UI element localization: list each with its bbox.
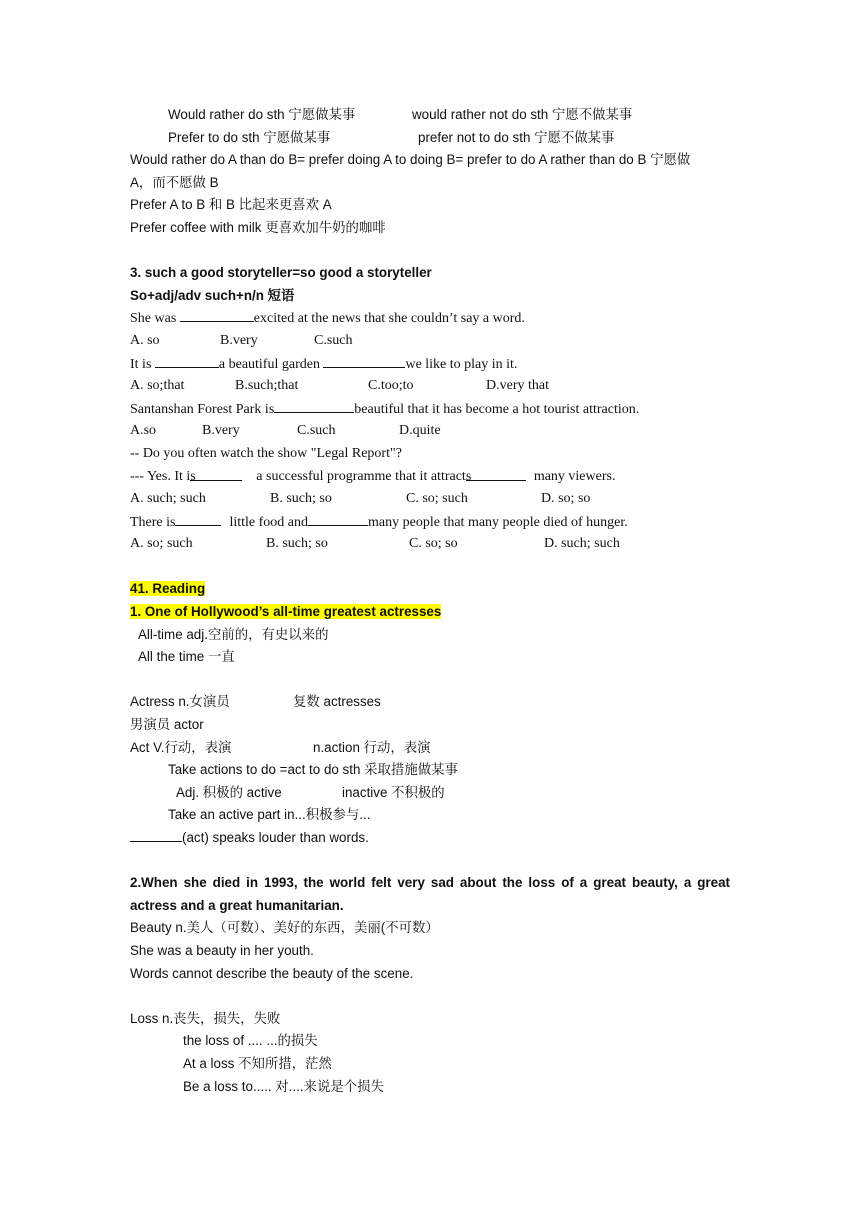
q1-option-c: C.such	[314, 332, 353, 348]
q3-blank	[274, 398, 354, 413]
q4-blank-1-letter: s	[190, 468, 196, 484]
question-4	[130, 466, 730, 489]
question-2-options	[130, 375, 730, 398]
actor-line: 男演员 actor	[130, 717, 204, 733]
reading-subheading-text: 1. One of Hollywood’s all-time greatest actresses	[130, 604, 442, 620]
question-1-options	[130, 330, 730, 353]
question-4-options	[130, 488, 730, 511]
q4-blank-1	[190, 466, 242, 484]
q5-blank-1	[175, 511, 221, 526]
sentence2-line1: 2.When she died in 1993, the world felt very sad about the loss of a great beauty, a great	[130, 875, 730, 891]
q5-option-b: B. such; so	[266, 536, 328, 552]
such-heading: 3. such a good storyteller=so good a storyteller	[130, 265, 432, 281]
all-the-time-line: All the time 一直	[138, 649, 235, 665]
q2-text-a: It is	[130, 356, 155, 372]
adj-active-text: Adj. 积极的 active	[176, 784, 282, 800]
would-rather-not-text: would rather not do sth 宁愿不做某事	[412, 107, 633, 122]
q2-blank-1	[155, 353, 219, 368]
q2-option-c: C.too;to	[368, 378, 414, 394]
q5-text-b: little food and	[229, 514, 309, 530]
question-5-options	[130, 533, 730, 556]
would-rather-than-line: Would rather do A than do B= prefer doing A to doing B= prefer to do A rather than do B 宁愿做	[130, 152, 691, 168]
q3-text-a: Santanshan Forest Park is	[130, 401, 275, 417]
q4-option-a: A. such; such	[130, 491, 206, 507]
q4-blank-2-letter: s	[465, 468, 472, 484]
q3-option-b: B.very	[202, 423, 240, 439]
reading-subheading	[130, 601, 730, 624]
q3-option-a: A.so	[130, 423, 157, 439]
q5-option-d: D. such; such	[544, 536, 620, 552]
prefer-to-text: Prefer to do sth 宁愿做某事	[168, 129, 331, 145]
q4-option-c: C. so; such	[406, 491, 468, 507]
question-3-options	[130, 420, 730, 443]
q2-blank-2	[323, 353, 405, 368]
such-rule: So+adj/adv such+n/n 短语	[130, 287, 295, 303]
question-1	[130, 307, 730, 330]
all-time-line: All-time adj.空前的，有史以来的	[138, 626, 329, 642]
beauty-example-1: She was a beauty in her youth.	[130, 942, 314, 958]
prefer-to-line	[130, 127, 730, 150]
prefer-not-to-text: prefer not to do sth 宁愿不做某事	[418, 129, 615, 145]
q5-option-c: C. so; so	[409, 536, 458, 552]
q1-option-b: B.very	[220, 332, 258, 348]
reading-heading	[130, 578, 730, 601]
q4-text-b: a successful programme that it attract	[256, 468, 466, 484]
q4-text-a: --- Yes. It i	[130, 468, 191, 484]
prefer-coffee-line: Prefer coffee with milk 更喜欢加牛奶的咖啡	[130, 219, 386, 235]
q1-blank	[180, 307, 254, 322]
would-rather-line	[130, 104, 730, 127]
actress-line	[130, 691, 730, 714]
actress-text: Actress n.女演员	[130, 694, 230, 710]
take-actions-line: Take actions to do =act to do sth 采取措施做某事	[168, 762, 458, 778]
document-page	[130, 104, 730, 1098]
question-4-prompt: -- Do you often watch the show "Legal Report"?	[130, 445, 402, 461]
q2-option-d: D.very that	[486, 378, 549, 394]
q5-text-a: There is	[130, 514, 176, 530]
question-3	[130, 398, 730, 421]
proverb-line	[130, 827, 730, 850]
beauty-example-2: Words cannot describe the beauty of the scene.	[130, 965, 414, 981]
q1-option-a: A. so	[130, 332, 160, 348]
act-verb: Act V.行动，表演	[130, 739, 232, 755]
sentence2-line2: actress and a great humanitarian.	[130, 897, 344, 913]
proverb-blank	[130, 827, 182, 842]
q4-option-d: D. so; so	[541, 491, 591, 507]
q4-option-b: B. such; so	[270, 491, 332, 507]
loss-line: Loss n.丧失，损失，失败	[130, 1010, 281, 1026]
adj-active-line	[130, 782, 730, 805]
q3-option-d: D.quite	[399, 423, 441, 439]
q5-text-c: many people that many people died of hunger.	[368, 514, 628, 530]
q2-option-a: A. so;that	[130, 378, 185, 394]
q2-option-b: B.such;that	[235, 378, 299, 394]
proverb-text: (act) speaks louder than words.	[182, 830, 369, 845]
act-noun: n.action 行动，表演	[313, 739, 431, 755]
prefer-a-to-b-line: Prefer A to B 和 B 比起来更喜欢 A	[130, 197, 332, 213]
q4-text-c: many viewers.	[533, 468, 616, 484]
be-a-loss-line: Be a loss to..... 对....来说是个损失	[183, 1078, 384, 1094]
act-line	[130, 737, 730, 760]
q2-text-c: we like to play in it.	[405, 356, 518, 372]
q5-option-a: A. so; such	[130, 536, 193, 552]
q3-text-b: beautiful that it has become a hot tourist attraction.	[354, 401, 640, 417]
question-5	[130, 511, 730, 534]
take-part-line: Take an active part in...积极参与...	[168, 807, 371, 823]
q5-blank-2	[308, 511, 368, 526]
q2-text-b: a beautiful garden	[218, 356, 324, 372]
actress-plural: 复数 actresses	[293, 694, 381, 710]
q3-option-c: C.such	[297, 423, 336, 439]
loss-of-line: the loss of .... ...的损失	[183, 1033, 318, 1049]
would-rather-text: Would rather do sth 宁愿做某事	[168, 107, 356, 122]
question-2	[130, 353, 730, 376]
would-rather-than-cont: A，而不愿做 B	[130, 174, 219, 190]
at-a-loss-line: At a loss 不知所措，茫然	[183, 1055, 332, 1071]
reading-heading-text: 41. Reading	[130, 581, 206, 597]
q1-text-a: She was	[130, 311, 180, 327]
beauty-line: Beauty n.美人（可数）、美好的东西，美丽(不可数）	[130, 920, 439, 936]
adj-inactive-text: inactive 不积极的	[342, 784, 445, 800]
q1-text-b: excited at the news that she couldn’t say a word.	[253, 311, 525, 327]
q4-blank-2	[465, 466, 526, 484]
